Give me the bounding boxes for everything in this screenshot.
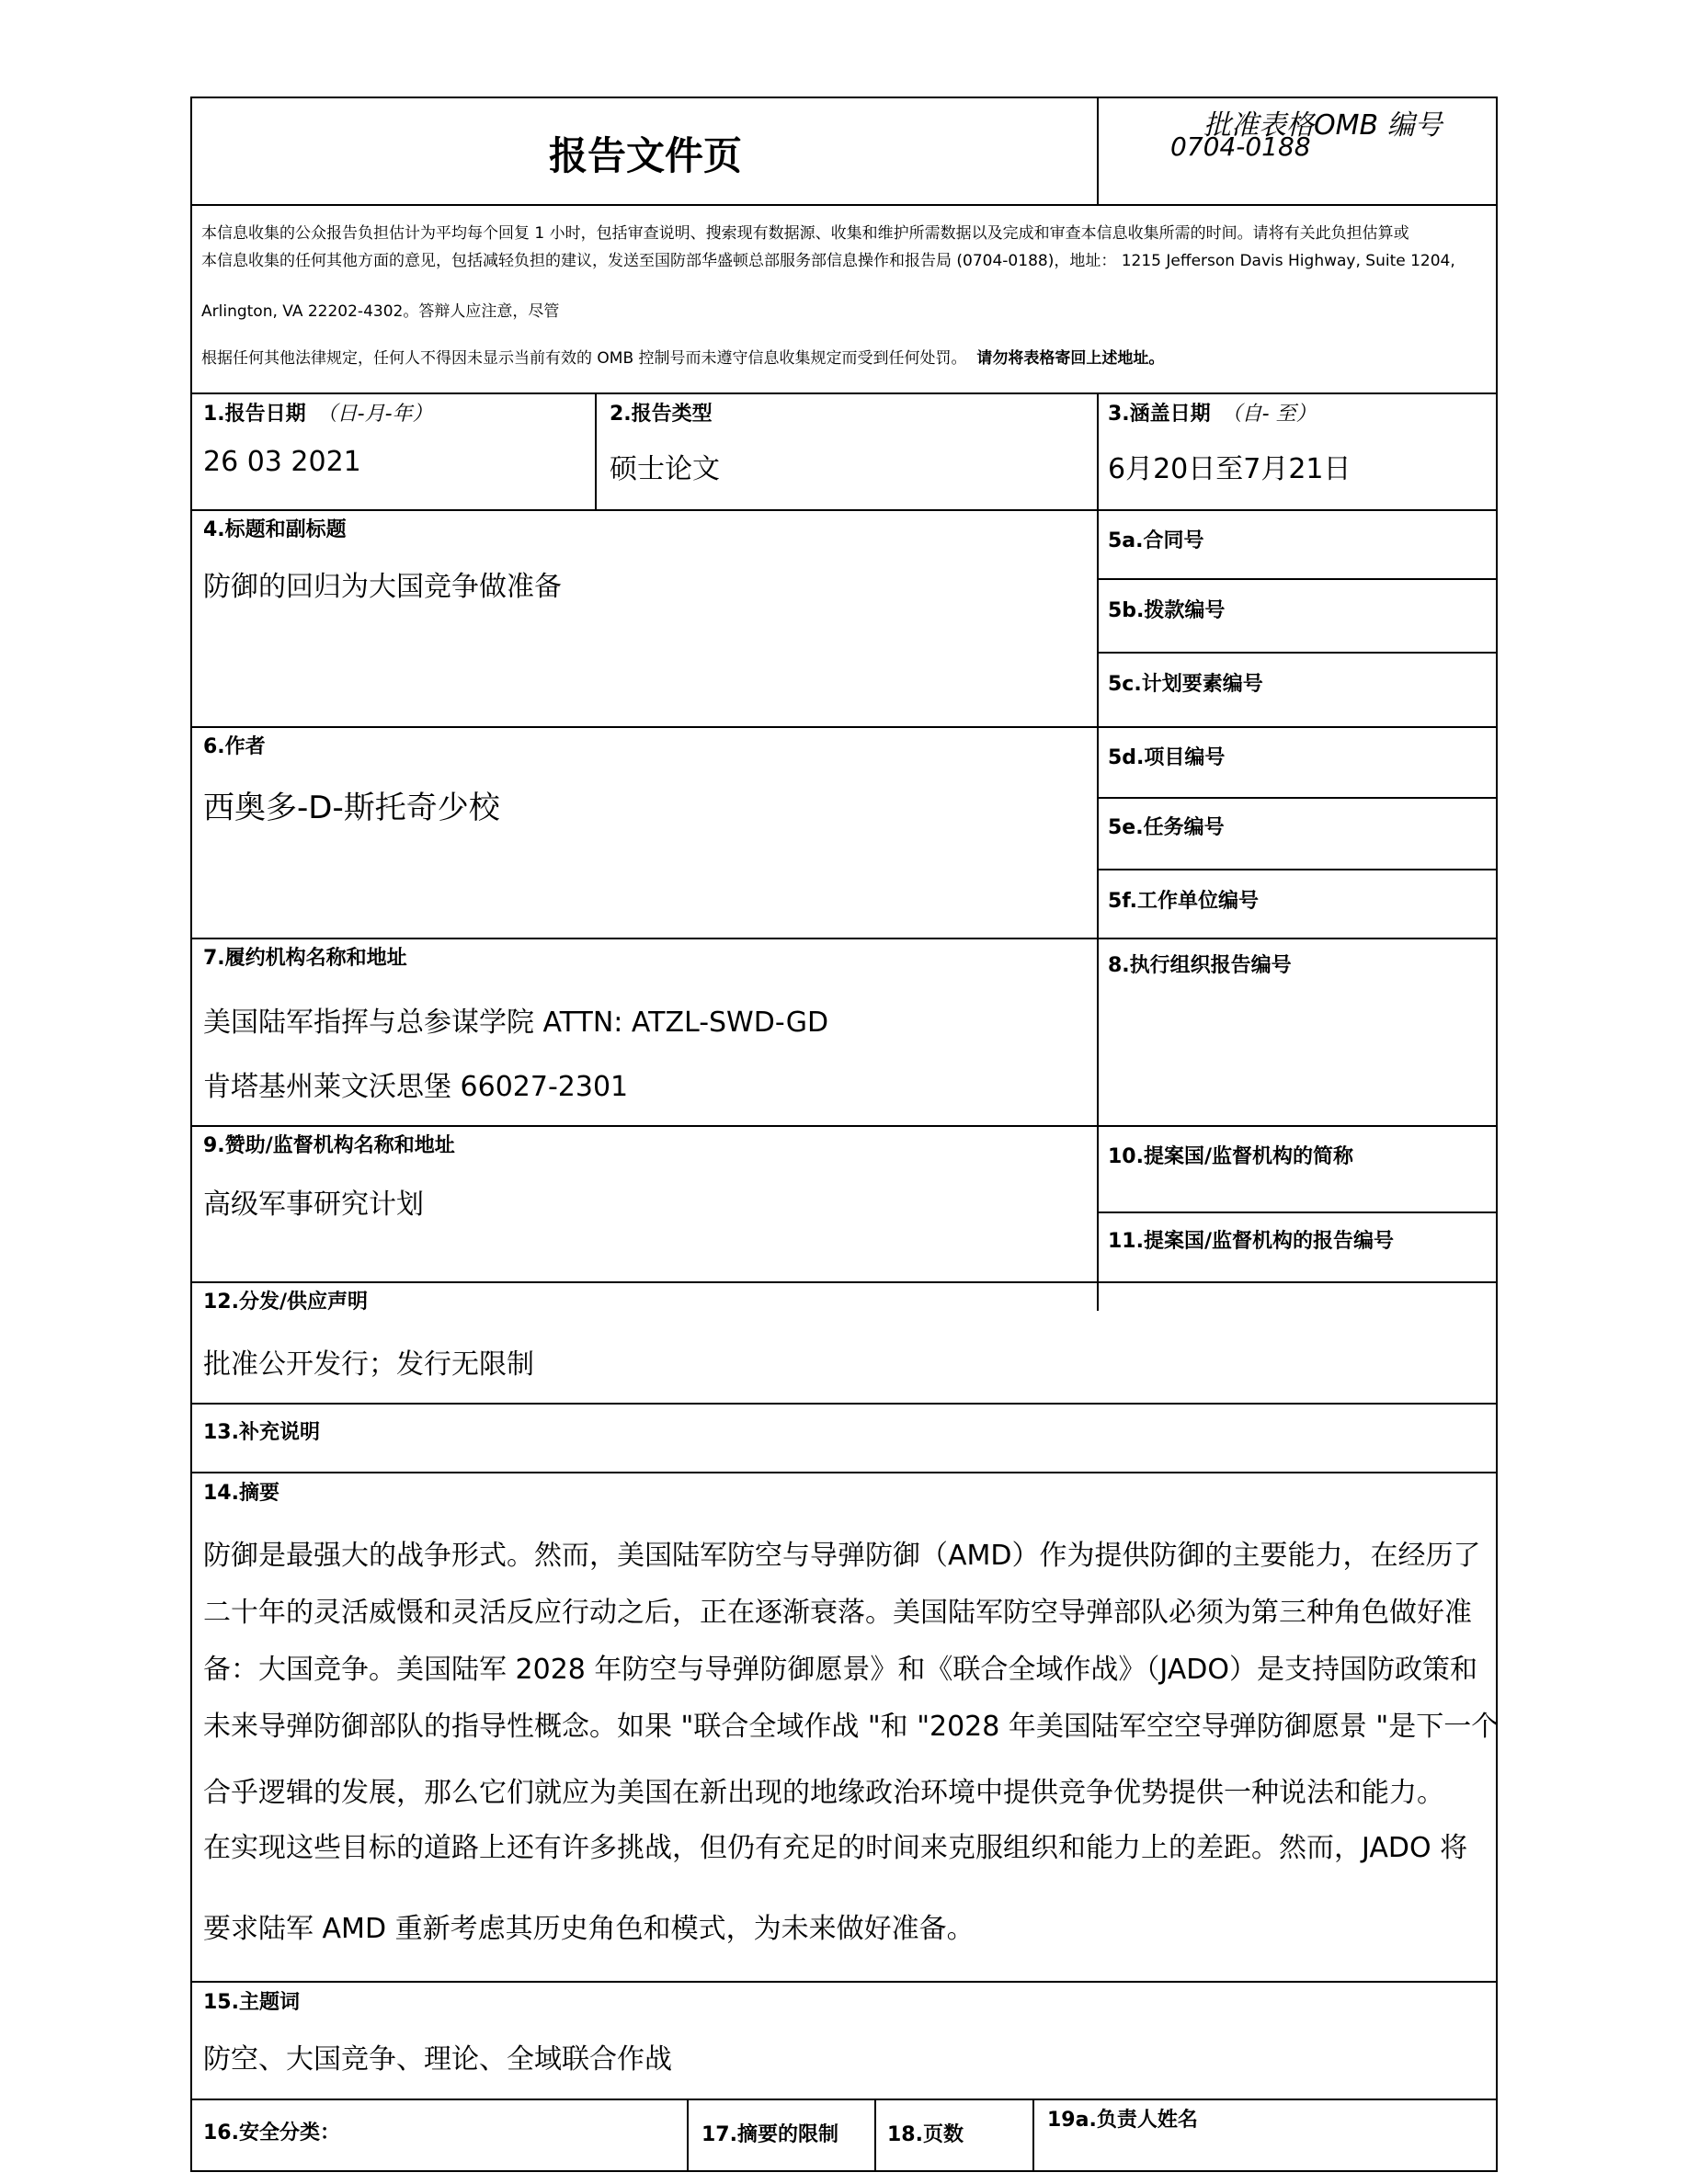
grant-number-label: 5b.拨款编号 [1108,599,1226,622]
divider [192,1281,1496,1283]
sponsor-report-label: 11.提案国/监督机构的报告编号 [1108,1230,1395,1253]
divider [192,1403,1496,1405]
abstract-line: 二十年的灵活威慑和灵活反应行动之后，正在逐渐衰落。美国陆军防空导弹部队必须为第三种角色做好准 [203,1597,1472,1629]
divider [1099,797,1496,799]
responsible-label: 19a.负责人姓名 [1047,2109,1198,2132]
title-subtitle-value: 防御的回归为大国竞争做准备 [203,571,562,603]
sponsoring-org-label: 9.赞助/监督机构名称和地址 [203,1134,455,1157]
omb-label: 批准表格OMB 编号 [1203,109,1443,142]
task-number-label: 5e.任务编号 [1108,816,1225,839]
abstract-line: 合乎逻辑的发展，那么它们就应为美国在新出现的地缘政治环境中提供竞争优势提供一种说法和能力。 [203,1777,1444,1809]
notice-line: 本信息收集的任何其他方面的意见，包括减轻负担的建议，发送至国防部华盛顿总部服务部信息操作和报告局 (0704-0188)，地址： 1215 Jefferson Davis Highway, Suite 1204, [201,252,1455,270]
form-frame [190,97,1498,2172]
performing-org-line1: 美国陆军指挥与总参谋学院 ATTN: ATZL-SWD-GD [203,1007,829,1039]
divider [595,392,597,510]
subject-terms-value: 防空、大国竞争、理论、全域联合作战 [203,2043,672,2076]
report-date-label: 1.报告日期 （日-月-年） [203,403,433,426]
performing-org-label: 7.履约机构名称和地址 [203,947,407,970]
sponsoring-org-value: 高级军事研究计划 [203,1189,424,1221]
omb-number: 0704-0188 [1170,131,1311,162]
divider [192,392,1496,394]
notice-bold: 请勿将表格寄回上述地址。 [976,349,1165,368]
divider [1097,98,1099,206]
title-subtitle-label: 4.标题和副标题 [203,518,347,541]
divider [192,726,1496,728]
divider [192,938,1496,939]
abstract-line: 要求陆军 AMD 重新考虑其历史角色和模式，为未来做好准备。 [203,1913,975,1945]
divider [1099,578,1496,580]
abstract-line: 在实现这些目标的道路上还有许多挑战，但仍有充足的时间来克服组织和能力上的差距。然而，JADO 将 [203,1832,1468,1864]
distribution-value: 批准公开发行；发行无限制 [203,1348,534,1381]
abstract-line: 备：大国竞争。美国陆军 2028 年防空与导弹防御愿景》和《联合全域作战》（JADO）是支持国防政策和 [203,1654,1477,1686]
divider [1099,652,1496,654]
performing-report-label: 8.执行组织报告编号 [1108,954,1292,977]
notice-line: 本信息收集的公众报告负担估计为平均每个回复 1 小时，包括审查说明、搜索现有数据源、收集和维护所需数据以及完成和审查本信息收集所需的时间。请将有关此负担估算或 [201,224,1409,243]
notice-line: 根据任何其他法律规定，任何人不得因未显示当前有效的 OMB 控制号而未遵守信息收集规定而受到任何处罚。 请勿将表格寄回上述地址。 [201,349,1165,368]
sponsor-acronym-label: 10.提案国/监督机构的简称 [1108,1145,1354,1168]
dates-covered-label: 3.涵盖日期 （自- 至） [1108,403,1317,426]
work-unit-label: 5f.工作单位编号 [1108,890,1260,913]
security-label: 16.安全分类： [203,2121,340,2144]
supplementary-label: 13.补充说明 [203,1421,320,1444]
abstract-label: 14.摘要 [203,1482,279,1505]
abstract-line: 防御是最强大的战争形式。然而，美国陆军防空与导弹防御（AMD）作为提供防御的主要能力，在经历了 [203,1540,1481,1572]
notice-line: Arlington, VA 22202-4302。答辩人应注意，尽管 [201,302,560,321]
pages-label: 18.页数 [887,2123,964,2146]
divider [192,1981,1496,1983]
divider [192,204,1496,206]
program-element-label: 5c.计划要素编号 [1108,673,1263,696]
author-label: 6.作者 [203,735,266,758]
report-type-label: 2.报告类型 [610,403,713,426]
author-value: 西奥多-D-斯托奇少校 [203,790,500,826]
abstract-line: 未来导弹防御部队的指导性概念。如果 "联合全域作战 "和 "2028 年美国陆军空空导弹防御愿景 "是下一个 [203,1711,1500,1743]
limitation-label: 17.摘要的限制 [701,2123,838,2146]
divider [192,1125,1496,1127]
contract-number-label: 5a.合同号 [1108,529,1204,552]
divider [874,2099,876,2172]
form-title: 报告文件页 [549,133,743,178]
divider [1032,2099,1034,2172]
performing-org-line2: 肯塔基州莱文沃思堡 66027-2301 [203,1071,629,1103]
divider [1099,1211,1496,1213]
divider [192,1472,1496,1473]
divider [1097,392,1099,1311]
divider [192,2099,1496,2100]
dates-covered-value: 6月20日至7月21日 [1108,453,1352,485]
project-number-label: 5d.项目编号 [1108,746,1226,769]
divider [1099,869,1496,870]
report-type-value: 硕士论文 [610,453,720,485]
divider [192,509,1496,511]
distribution-label: 12.分发/供应声明 [203,1291,369,1314]
divider [687,2099,689,2172]
subject-terms-label: 15.主题词 [203,1991,300,2014]
report-date-value: 26 03 2021 [203,446,361,478]
